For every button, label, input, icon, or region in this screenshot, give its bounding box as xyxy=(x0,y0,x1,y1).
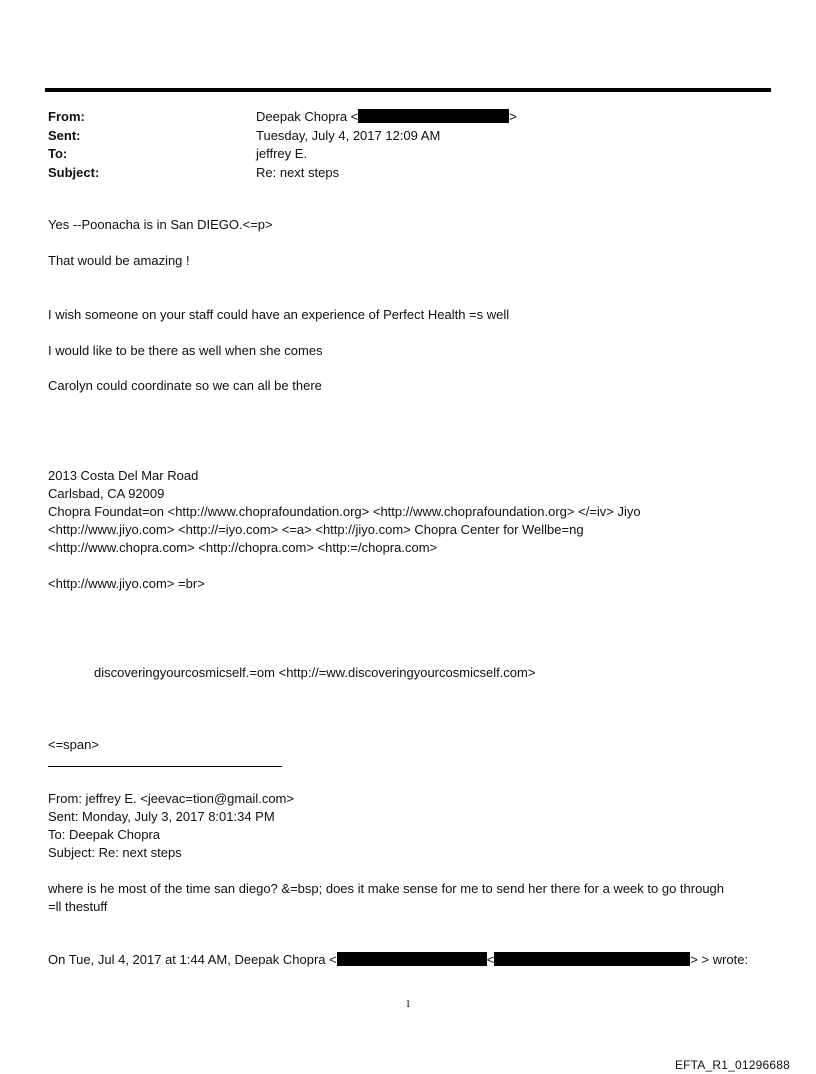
bates-number: EFTA_R1_01296688 xyxy=(674,1058,790,1072)
span-artifact: <=span> xyxy=(48,737,99,752)
wrote-mid: < xyxy=(486,952,495,967)
signature-links: <http://www.jiyo.com> =br> xyxy=(48,576,205,591)
signature-cosmic-link: discoveringyourcosmicself.=om <http://=ww.discoveringyourcosmicself.com> xyxy=(94,665,536,680)
quoted-subject: Subject: Re: next steps xyxy=(48,845,182,860)
quoted-wrote-line xyxy=(48,951,748,969)
from-close: > xyxy=(509,109,517,124)
signature-links: <http://www.jiyo.com> <http://=iyo.com> <=a> <http://jiyo.com> Chopra Center for Wellbe=ng xyxy=(48,522,584,537)
email-header xyxy=(48,108,748,182)
to-row xyxy=(48,145,748,164)
sent-label: Sent: xyxy=(48,127,81,143)
wrote-prefix: On Tue, Jul 4, 2017 at 1:44 AM, Deepak Chopra < xyxy=(48,952,337,967)
body-line: I wish someone on your staff could have an experience of Perfect Health =s well xyxy=(48,307,510,322)
subject-row xyxy=(48,164,748,183)
page-number: 1 xyxy=(405,998,411,1010)
quoted-sent: Sent: Monday, July 3, 2017 8:01:34 PM xyxy=(48,809,275,824)
quote-separator xyxy=(48,766,282,767)
to-value: jeffrey E. xyxy=(256,146,308,161)
subject-label: Subject: xyxy=(48,164,100,180)
body-line: Yes --Poonacha is in San DIEGO.<=p> xyxy=(48,217,273,232)
subject-value: Re: next steps xyxy=(256,164,340,180)
signature-address-2: Carlsbad, CA 92009 xyxy=(48,486,165,501)
redaction-bar xyxy=(358,109,509,123)
sent-value: Tuesday, July 4, 2017 12:09 AM xyxy=(256,127,441,143)
from-value xyxy=(256,108,748,127)
quoted-to: To: Deepak Chopra xyxy=(48,827,161,842)
from-row xyxy=(48,108,748,127)
sent-row xyxy=(48,127,748,146)
to-label: To: xyxy=(48,146,68,161)
redaction-bar xyxy=(494,952,690,966)
body-line: I would like to be there as well when she comes xyxy=(48,343,323,358)
signature-links: Chopra Foundat=on <http://www.choprafoundation.org> <http://www.choprafoundation.org> </=iv> Jiyo xyxy=(48,504,641,519)
wrote-suffix: > > wrote: xyxy=(690,952,749,967)
signature-address-1: 2013 Costa Del Mar Road xyxy=(48,468,199,483)
body-line: Carolyn could coordinate so we can all be there xyxy=(48,378,322,393)
body-line: That would be amazing ! xyxy=(48,253,190,268)
from-name: Deepak Chopra < xyxy=(256,109,359,124)
quoted-body: where is he most of the time san diego? &=bsp; does it make sense for me to send her there for a week to go through xyxy=(48,881,725,896)
header-top-rule xyxy=(45,88,771,92)
redaction-bar xyxy=(337,952,487,966)
quoted-from: From: jeffrey E. <jeevac=tion@gmail.com> xyxy=(48,791,294,806)
from-label: From: xyxy=(48,109,85,124)
signature-links: <http://www.chopra.com> <http://chopra.com> <http:=/chopra.com> xyxy=(48,540,438,555)
quoted-body: =ll thestuff xyxy=(48,899,108,914)
